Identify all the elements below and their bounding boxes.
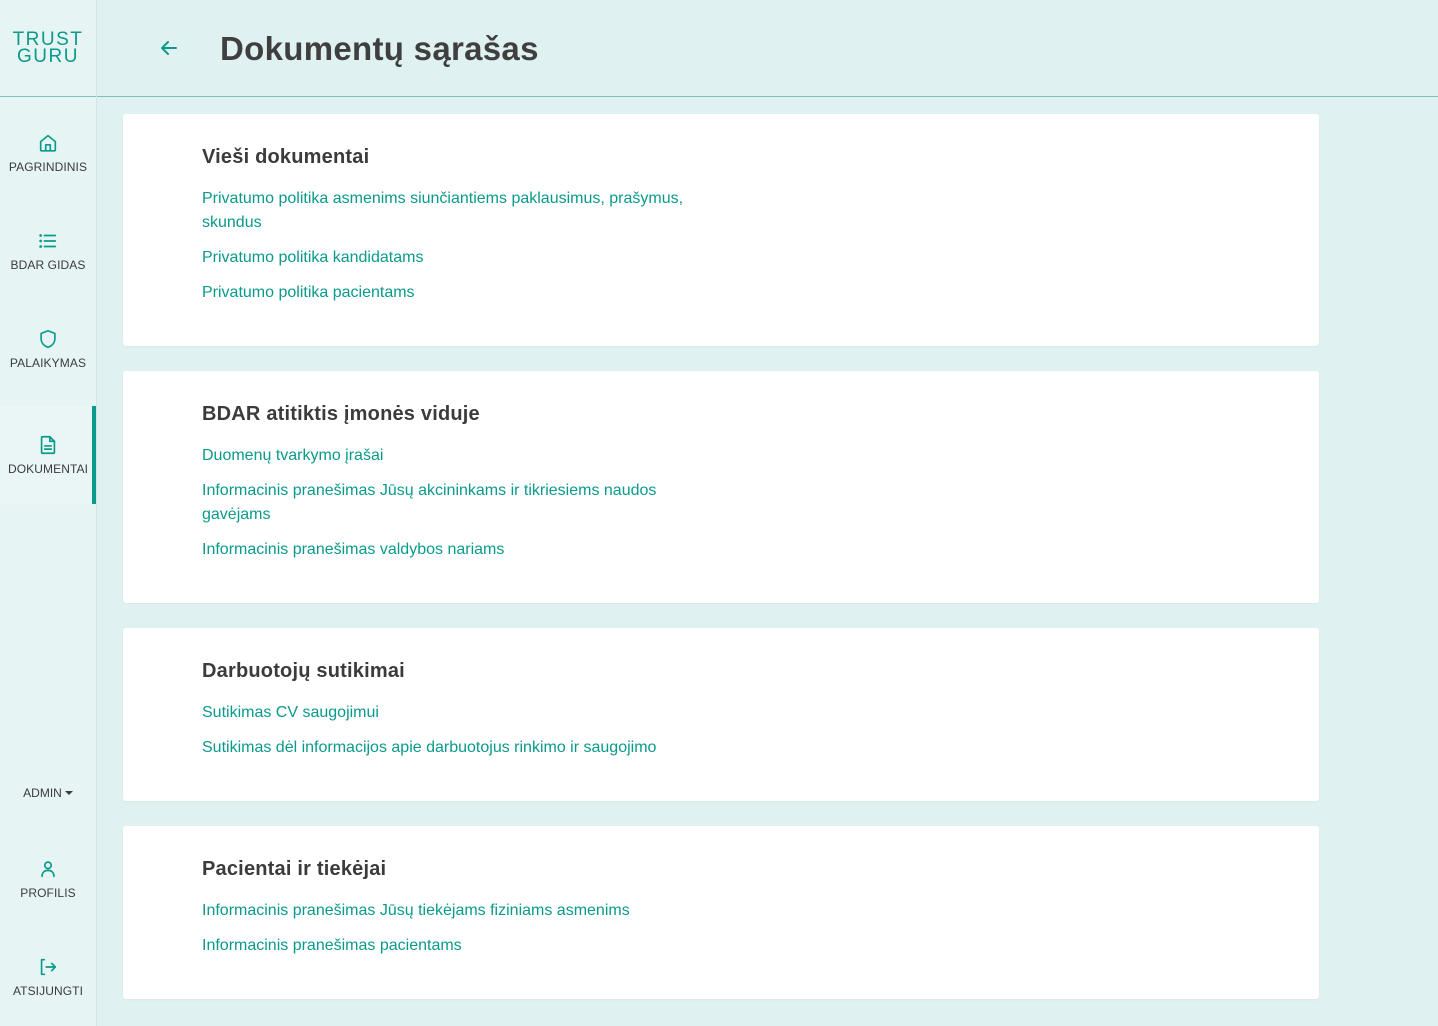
logo-line-1: TRUST <box>12 29 84 50</box>
document-link-list <box>202 187 722 316</box>
admin-label: ADMIN <box>23 786 62 800</box>
sidebar-item-label: ATSIJUNGTI <box>12 984 84 998</box>
document-link[interactable]: Informacinis pranešimas pacientams <box>202 937 462 954</box>
document-link[interactable]: Informacinis pranešimas valdybos nariams <box>202 541 505 558</box>
document-link[interactable]: Privatumo politika asmenims siunčiantiems paklausimus, prašymus, skundus <box>202 190 684 231</box>
page-title: Dokumentų sąrašas <box>220 30 539 67</box>
section-card-employee-consents <box>123 628 1319 801</box>
document-link[interactable]: Sutikimas dėl informacijos apie darbuotojus rinkimo ir saugojimo <box>202 739 657 756</box>
list-icon <box>37 230 59 252</box>
user-icon <box>37 858 59 880</box>
document-link[interactable]: Privatumo politika kandidatams <box>202 249 424 266</box>
section-card-patients-suppliers <box>123 826 1319 999</box>
sidebar-item-label: PALAIKYMAS <box>9 356 87 370</box>
page-header <box>97 0 1438 97</box>
home-icon <box>37 132 59 154</box>
document-link[interactable]: Informacinis pranešimas Jūsų akcininkams ir tikriesiems naudos gavėjams <box>202 482 657 523</box>
section-card-bdar-compliance <box>123 371 1319 603</box>
document-link[interactable]: Informacinis pranešimas Jūsų tiekėjams fiziniams asmenims <box>202 902 630 919</box>
sidebar-item-label: DOKUMENTAI <box>7 462 89 476</box>
logo-line-2: GURU <box>17 46 79 67</box>
document-link-list <box>202 444 722 573</box>
shield-icon <box>37 328 59 350</box>
logout-icon <box>37 956 59 978</box>
admin-dropdown[interactable] <box>0 782 96 804</box>
logo[interactable] <box>0 0 96 97</box>
sidebar-item-dokumentai[interactable] <box>0 406 96 504</box>
sidebar-item-profilis[interactable] <box>0 830 96 928</box>
sidebar-item-label: BDAR GIDAS <box>10 258 86 272</box>
section-title: Pacientai ir tiekėjai <box>202 858 387 880</box>
document-link-list <box>202 899 722 969</box>
caret-down-icon <box>65 791 73 795</box>
sidebar-item-pagrindinis[interactable] <box>0 104 96 202</box>
sidebar-item-atsijungti[interactable] <box>0 928 96 1026</box>
back-arrow-icon[interactable] <box>157 36 181 60</box>
document-icon <box>37 434 59 456</box>
section-title: Darbuotojų sutikimai <box>202 660 405 682</box>
document-link[interactable]: Duomenų tvarkymo įrašai <box>202 447 384 464</box>
section-title: Vieši dokumentai <box>202 146 370 168</box>
sidebar-item-label: PAGRINDINIS <box>8 160 88 174</box>
section-title: BDAR atitiktis įmonės viduje <box>202 403 480 425</box>
sidebar-item-bdar-gidas[interactable] <box>0 202 96 300</box>
sidebar-item-label: PROFILIS <box>20 886 76 900</box>
document-link[interactable]: Privatumo politika pacientams <box>202 284 415 301</box>
sidebar-item-palaikymas[interactable] <box>0 300 96 398</box>
document-link-list <box>202 701 722 771</box>
sidebar <box>0 0 97 1026</box>
document-link[interactable]: Sutikimas CV saugojimui <box>202 704 379 721</box>
section-card-public-documents <box>123 114 1319 346</box>
